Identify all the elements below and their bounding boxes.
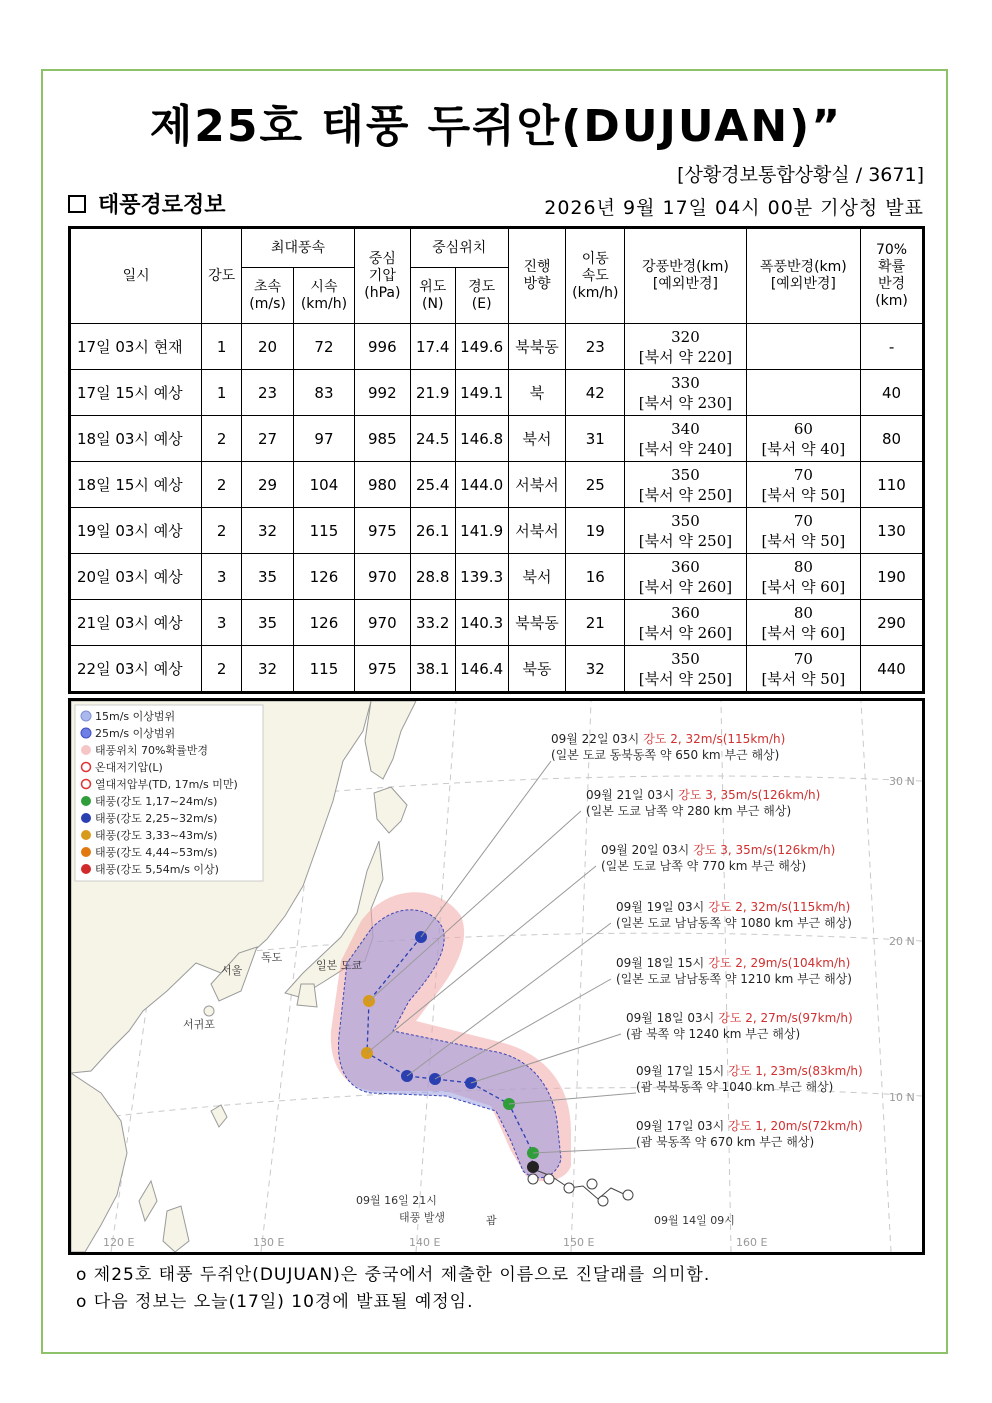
cell-kmh: 115 xyxy=(294,508,355,554)
cell-strength: 3 xyxy=(202,600,242,646)
lat-label: 30 N xyxy=(889,775,915,788)
cell-pres: 980 xyxy=(354,462,410,508)
cell-ms: 29 xyxy=(242,462,294,508)
annotation-title xyxy=(636,1063,863,1078)
lon-label: 130 E xyxy=(253,1236,285,1249)
cell-lat: 33.2 xyxy=(410,600,455,646)
cell-prob: - xyxy=(861,324,924,370)
cell-storm-radius xyxy=(746,554,860,600)
cell-strength: 2 xyxy=(202,646,242,693)
cell-kmh: 83 xyxy=(294,370,355,416)
radius-exception: [북서 약 230] xyxy=(638,393,733,412)
table-row xyxy=(70,554,924,600)
header-strong-radius: 강풍반경(km) [예외반경] xyxy=(625,228,746,324)
cell-speed: 32 xyxy=(566,646,625,693)
legend-item: 태풍(강도 1,17~24m/s) xyxy=(95,795,218,808)
legend-item: 태풍위치 70%확률반경 xyxy=(95,744,208,757)
annotation-intensity: 강도 3, 35m/s(126km/h) xyxy=(678,788,821,802)
cell-strength: 2 xyxy=(202,416,242,462)
header-lon: 경도 (E) xyxy=(455,268,508,324)
cell-lon: 146.4 xyxy=(455,646,508,693)
header-strength: 강도 xyxy=(202,228,242,324)
legend-item: 열대저압부(TD, 17m/s 미만) xyxy=(95,778,238,791)
cell-speed: 42 xyxy=(566,370,625,416)
cell-kmh: 126 xyxy=(294,554,355,600)
radius-exception: [북서 약 50] xyxy=(761,485,846,504)
cell-prob: 130 xyxy=(861,508,924,554)
cell-kmh: 72 xyxy=(294,324,355,370)
cell-speed: 23 xyxy=(566,324,625,370)
cell-dir: 북동 xyxy=(508,646,566,693)
note-2: o 다음 정보는 오늘(17일) 10경에 발표될 예정임. xyxy=(76,1292,474,1312)
cell-prob: 80 xyxy=(861,416,924,462)
annotation-location: (일본 도쿄 남쪽 약 770 km 부근 해상) xyxy=(601,859,807,873)
header-direction: 진행 방향 xyxy=(508,228,566,324)
header-lat: 위도 (N) xyxy=(410,268,455,324)
place-seoul: 서울 xyxy=(221,964,243,977)
cell-lon: 144.0 xyxy=(455,462,508,508)
annotation-intensity: 강도 3, 35m/s(126km/h) xyxy=(693,843,836,857)
cell-dir: 서북서 xyxy=(508,508,566,554)
radius-exception: [북서 약 50] xyxy=(761,669,846,688)
note-1: o 제25호 태풍 두쥐안(DUJUAN)은 중국에서 제출한 이름으로 진달래를 의미함. xyxy=(76,1265,711,1285)
cell-dir: 북서 xyxy=(508,416,566,462)
header-kmh: 시속 (km/h) xyxy=(294,268,355,324)
header-speed: 이동 속도 (km/h) xyxy=(566,228,625,324)
cell-lat: 38.1 xyxy=(410,646,455,693)
cell-lon: 149.1 xyxy=(455,370,508,416)
header-storm-radius: 폭풍반경(km) [예외반경] xyxy=(746,228,860,324)
genesis-label: 태풍 발생 xyxy=(399,1211,446,1224)
cell-storm-radius xyxy=(746,416,860,462)
place-guam: 괌 xyxy=(486,1214,497,1227)
table-row xyxy=(70,324,924,370)
annotation-location: (일본 도쿄 동북동쪽 약 650 km 부근 해상) xyxy=(551,748,780,762)
annotation-time: 09월 18일 15시 xyxy=(616,956,705,970)
annotation-time: 09월 21일 03시 xyxy=(586,788,675,802)
cell-storm-radius xyxy=(746,370,860,416)
radius-exception: [북서 약 60] xyxy=(761,577,846,596)
annotation-intensity: 강도 2, 29m/s(104km/h) xyxy=(708,956,851,970)
radius-value: 70 xyxy=(793,649,813,668)
cell-time: 22일 03시 예상 xyxy=(70,646,202,693)
cell-strength: 3 xyxy=(202,554,242,600)
cell-storm-radius xyxy=(746,600,860,646)
annotation-title xyxy=(626,1010,853,1025)
header-center: 중심위치 xyxy=(410,228,508,268)
place-dokdo: 독도 xyxy=(261,951,283,964)
cell-dir: 북북동 xyxy=(508,324,566,370)
annotation-intensity: 강도 2, 32m/s(115km/h) xyxy=(708,900,851,914)
cell-dir: 북서 xyxy=(508,554,566,600)
cell-storm-radius xyxy=(746,324,860,370)
radius-value: 350 xyxy=(671,511,700,530)
cell-kmh: 115 xyxy=(294,646,355,693)
radius-exception: [북서 약 260] xyxy=(638,577,733,596)
cell-ms: 20 xyxy=(242,324,294,370)
cell-pres: 992 xyxy=(354,370,410,416)
cell-pres: 975 xyxy=(354,646,410,693)
cell-speed: 31 xyxy=(566,416,625,462)
cell-prob: 440 xyxy=(861,646,924,693)
radius-exception: [북서 약 220] xyxy=(638,347,733,366)
track-body xyxy=(70,324,924,693)
cell-storm-radius xyxy=(746,646,860,693)
cell-strong-radius xyxy=(625,370,746,416)
annotation-time: 09월 18일 03시 xyxy=(626,1011,715,1025)
cell-ms: 35 xyxy=(242,554,294,600)
annotation-time: 09월 22일 03시 xyxy=(551,732,640,746)
cell-lat: 24.5 xyxy=(410,416,455,462)
cell-speed: 19 xyxy=(566,508,625,554)
lat-label: 10 N xyxy=(889,1091,915,1104)
lon-label: 160 E xyxy=(736,1236,768,1249)
cell-lat: 21.9 xyxy=(410,370,455,416)
place-seogwipo: 서귀포 xyxy=(183,1018,215,1031)
cell-pres: 985 xyxy=(354,416,410,462)
radius-value: 350 xyxy=(671,649,700,668)
radius-exception: [북서 약 260] xyxy=(638,623,733,642)
cell-storm-radius xyxy=(746,462,860,508)
cell-speed: 25 xyxy=(566,462,625,508)
cell-lat: 25.4 xyxy=(410,462,455,508)
issue-time: 2026년 9월 17일 04시 00분 기상청 발표 xyxy=(544,197,924,219)
cell-time: 21일 03시 예상 xyxy=(70,600,202,646)
table-row xyxy=(70,462,924,508)
header-maxwind: 최대풍속 xyxy=(242,228,355,268)
table-row xyxy=(70,508,924,554)
annotation-title xyxy=(586,787,820,802)
radius-value: 320 xyxy=(671,327,700,346)
cell-time: 17일 15시 예상 xyxy=(70,370,202,416)
genesis-time: 09월 16일 21시 xyxy=(356,1194,437,1207)
cell-time: 17일 03시 현재 xyxy=(70,324,202,370)
radius-exception: [북서 약 250] xyxy=(638,531,733,550)
annotation-intensity: 강도 2, 32m/s(115km/h) xyxy=(643,732,786,746)
radius-value: 350 xyxy=(671,465,700,484)
annotation-time: 09월 19일 03시 xyxy=(616,900,705,914)
cell-lat: 26.1 xyxy=(410,508,455,554)
cell-speed: 21 xyxy=(566,600,625,646)
radius-exception: [북서 약 50] xyxy=(761,531,846,550)
cell-time: 20일 03시 예상 xyxy=(70,554,202,600)
annotation-location: (괌 북북동쪽 약 1040 km 부근 해상) xyxy=(636,1080,834,1094)
checkbox-icon xyxy=(68,195,86,213)
header-pressure: 중심 기압 (hPa) xyxy=(354,228,410,324)
legend-item: 태풍(강도 3,33~43m/s) xyxy=(95,829,218,842)
lon-label: 120 E xyxy=(103,1236,135,1249)
cell-kmh: 126 xyxy=(294,600,355,646)
legend-item: 온대저기압(L) xyxy=(95,761,163,774)
lon-label: 150 E xyxy=(563,1236,595,1249)
header-ms: 초속 (m/s) xyxy=(242,268,294,324)
cell-dir: 북 xyxy=(508,370,566,416)
annotation-intensity: 강도 1, 20m/s(72km/h) xyxy=(728,1119,863,1133)
cell-time: 19일 03시 예상 xyxy=(70,508,202,554)
cell-kmh: 104 xyxy=(294,462,355,508)
radius-value: 330 xyxy=(671,373,700,392)
annotation-time: 09월 17일 03시 xyxy=(636,1119,725,1133)
table-row xyxy=(70,600,924,646)
cell-lon: 141.9 xyxy=(455,508,508,554)
table-row xyxy=(70,416,924,462)
legend-item: 25m/s 이상범위 xyxy=(95,727,176,740)
cell-lat: 28.8 xyxy=(410,554,455,600)
cell-time: 18일 03시 예상 xyxy=(70,416,202,462)
radius-exception: [북서 약 250] xyxy=(638,485,733,504)
cell-strong-radius xyxy=(625,554,746,600)
section-title: 태풍경로정보 xyxy=(98,193,226,218)
annotation-title xyxy=(636,1118,863,1133)
annotation-title xyxy=(551,731,785,746)
annotation-location: (일본 도쿄 남남동쪽 약 1210 km 부근 해상) xyxy=(616,972,852,986)
cell-strength: 1 xyxy=(202,370,242,416)
cell-strong-radius xyxy=(625,416,746,462)
lon-label: 140 E xyxy=(409,1236,441,1249)
cell-time: 18일 15시 예상 xyxy=(70,462,202,508)
cell-ms: 32 xyxy=(242,508,294,554)
place-tokyo: 일본 도쿄 xyxy=(316,959,363,972)
section-heading xyxy=(68,188,226,219)
page-title: 제25호 태풍 두쥐안(DUJUAN)” xyxy=(149,101,843,152)
cell-strong-radius xyxy=(625,646,746,693)
cell-pres: 970 xyxy=(354,600,410,646)
radius-value: 340 xyxy=(671,419,700,438)
cell-dir: 북북동 xyxy=(508,600,566,646)
cell-lon: 146.8 xyxy=(455,416,508,462)
cell-lon: 139.3 xyxy=(455,554,508,600)
cell-ms: 27 xyxy=(242,416,294,462)
table-row xyxy=(70,646,924,693)
radius-value: 60 xyxy=(793,419,813,438)
annotation-title xyxy=(616,955,850,970)
cell-prob: 40 xyxy=(861,370,924,416)
legend-item: 15m/s 이상범위 xyxy=(95,710,176,723)
radius-value: 70 xyxy=(793,511,813,530)
cell-ms: 35 xyxy=(242,600,294,646)
cell-strength: 2 xyxy=(202,462,242,508)
annotation-intensity: 강도 1, 23m/s(83km/h) xyxy=(728,1064,863,1078)
annotation-location: (일본 도쿄 남남동쪽 약 1080 km 부근 해상) xyxy=(616,916,852,930)
radius-value: 80 xyxy=(793,557,813,576)
cell-strong-radius xyxy=(625,462,746,508)
cell-pres: 970 xyxy=(354,554,410,600)
track-map-svg xyxy=(71,701,922,1252)
cell-pres: 975 xyxy=(354,508,410,554)
annotation-time: 09월 17일 15시 xyxy=(636,1064,725,1078)
cell-strong-radius xyxy=(625,600,746,646)
annotation-location: (괌 북쪽 약 1240 km 부근 해상) xyxy=(626,1027,801,1041)
office-label: [상황경보통합상황실 / 3671] xyxy=(677,164,924,186)
cell-prob: 190 xyxy=(861,554,924,600)
cell-pres: 996 xyxy=(354,324,410,370)
radius-value: 70 xyxy=(793,465,813,484)
cell-speed: 16 xyxy=(566,554,625,600)
radius-exception: [북서 약 40] xyxy=(761,439,846,458)
cell-kmh: 97 xyxy=(294,416,355,462)
annotation-intensity: 강도 2, 27m/s(97km/h) xyxy=(718,1011,853,1025)
typhoon-track-table xyxy=(68,226,925,694)
annotation-location: (일본 도쿄 남쪽 약 280 km 부근 해상) xyxy=(586,804,792,818)
cell-lon: 149.6 xyxy=(455,324,508,370)
lat-label: 20 N xyxy=(889,935,915,948)
cell-storm-radius xyxy=(746,508,860,554)
radius-exception: [북서 약 60] xyxy=(761,623,846,642)
radius-exception: [북서 약 240] xyxy=(638,439,733,458)
annotation-location: (괌 북동쪽 약 670 km 부근 해상) xyxy=(636,1135,815,1149)
notes xyxy=(76,1262,710,1316)
cell-strong-radius xyxy=(625,324,746,370)
radius-value: 360 xyxy=(671,603,700,622)
header-probability: 70% 확률 반경 (km) xyxy=(861,228,924,324)
radius-value: 80 xyxy=(793,603,813,622)
cell-lon: 140.3 xyxy=(455,600,508,646)
annotation-time: 09월 20일 03시 xyxy=(601,843,690,857)
legend-item: 태풍(강도 4,44~53m/s) xyxy=(95,846,218,859)
radius-exception: [북서 약 250] xyxy=(638,669,733,688)
cell-prob: 110 xyxy=(861,462,924,508)
radius-value: 360 xyxy=(671,557,700,576)
legend-item: 태풍(강도 2,25~32m/s) xyxy=(95,812,218,825)
cell-dir: 서북서 xyxy=(508,462,566,508)
cell-strength: 2 xyxy=(202,508,242,554)
cell-prob: 290 xyxy=(861,600,924,646)
cell-ms: 23 xyxy=(242,370,294,416)
cell-ms: 32 xyxy=(242,646,294,693)
table-row xyxy=(70,370,924,416)
annotation-title xyxy=(601,842,835,857)
header-time: 일시 xyxy=(70,228,202,324)
legend-item: 태풍(강도 5,54m/s 이상) xyxy=(95,863,219,876)
track-map xyxy=(68,698,925,1255)
track-start-time: 09월 14일 09시 xyxy=(654,1214,735,1227)
cell-lat: 17.4 xyxy=(410,324,455,370)
annotation-title xyxy=(616,899,850,914)
cell-strong-radius xyxy=(625,508,746,554)
cell-strength: 1 xyxy=(202,324,242,370)
